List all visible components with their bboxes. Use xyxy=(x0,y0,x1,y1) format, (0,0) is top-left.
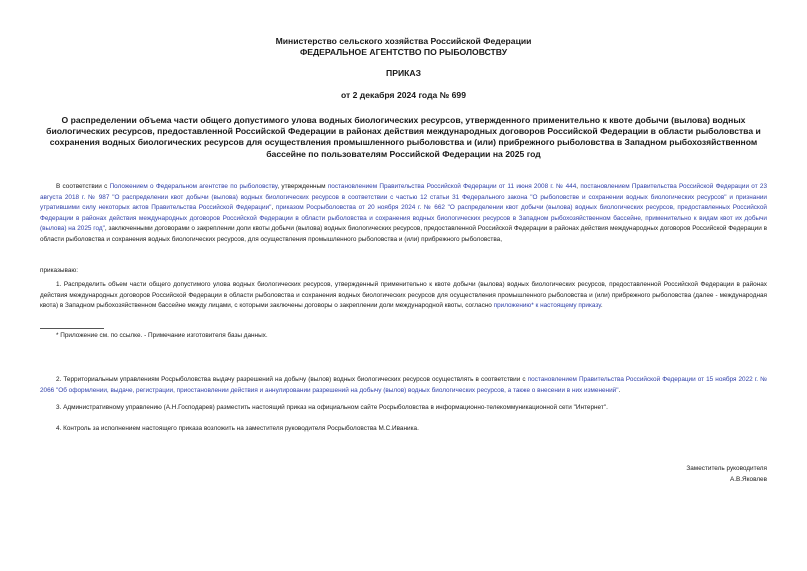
preamble-text-1: В соответствии с xyxy=(56,183,110,190)
footnote: * Приложение см. по ссылке. - Примечание изготовителя базы данных. xyxy=(56,332,268,339)
link-order-662[interactable]: приказом Росрыболовства от 20 ноября 2024 г. № 662 "О распределении квот добычи (вылова) водных биологических ресурсов, предоставленных Российской Федерации в районах действия международных договоров Российской Федерации в области рыболовства и сохранения водных биологических ресурсов в Западном рыбохозяйственном бассейне, применительно к видам квот их добычи (вылова) на 2025 год" xyxy=(40,204,767,232)
link-resolution-2066[interactable]: постановлением Правительства Российской Федерации от 15 ноября 2022 г. № 2066 "Об оформлении, выдаче, регистрации, приостановлении действия и аннулировании разрешений на добычу (вылов) водных биологических ресурсов, а также о внесении в них изменений" xyxy=(40,376,767,394)
preamble-text-5: , заключенными договорами о закреплении доли квоты добычи (вылова) водных биологических ресурсов, предоставленной Российской Федерации в районах действия международных договоров Российской Федерации в области рыболовства и сохранения водных биологических ресурсов, для осуществления промышленного рыболовства и (или) прибрежного рыболовства, xyxy=(40,225,767,243)
item-1-text: 1. Распределить объем части общего допустимого улова водных биологических ресурсов, утвержденный применительно к квоте добычи (вылова) водных биологических ресурсов, предоставленной Российской Федерации в районах действия международных договоров Российской Федерации в области рыболовства и сохранения водных биологических ресурсов для осуществления промышленного рыболовства и (или) прибрежного рыболовства (далее - международная квота) в Западном рыбохозяйственном бассейне между лицами, с которыми заключены договоры о закреплении доли международной квоты, согласно xyxy=(40,281,767,309)
order-word: приказываю: xyxy=(40,267,78,274)
preamble-text-3: , xyxy=(576,183,581,190)
link-appendix[interactable]: приложению* к настоящему приказу xyxy=(493,302,601,309)
signature-name: А.В.Яковлев xyxy=(729,476,767,483)
link-regulation-agency[interactable]: Положением о Федеральном агентстве по рыболовству xyxy=(109,183,278,190)
document-date-number: от 2 декабря 2024 года № 699 xyxy=(341,90,466,100)
signature-position: Заместитель руководителя xyxy=(686,465,767,472)
item-1-end: . xyxy=(600,302,603,309)
preamble-text-4: , xyxy=(271,204,276,211)
document-title: О распределении объема части общего допустимого улова водных биологических ресурсов, утвержденного применительно к квоте добычи (вылова) водных биологических ресурсов, предоставленной Российской Федерации в районах действия международных договоров Российской Федерации в области рыболовства и сохранения водных биологических ресурсов для осуществления промышленного рыболовства и (или) прибрежного рыболовства в Западном рыбохозяйственном бассейне по пользователям Российской Федерации на 2025 год xyxy=(46,115,761,159)
link-resolution-987[interactable]: постановлением Правительства Российской Федерации от 23 августа 2018 г. № 987 "О распределении квот добычи (вылова) водных биологических ресурсов в соответствии с частью 12 статьи 31 Федерального закона "О рыболовстве и сохранении водных биологических ресурсов" и признании утратившими силу некоторых актов Правительства Российской Федерации" xyxy=(40,183,768,211)
item-2-end: . xyxy=(618,386,621,394)
document-type: ПРИКАЗ xyxy=(386,68,421,78)
link-resolution-444[interactable]: постановлением Правительства Российской Федерации от 11 июня 2008 г. № 444 xyxy=(327,183,577,190)
item-3: 3. Административному управлению (А.Н.Господарев) разместить настоящий приказ на официальном сайте Росрыболовства в информационно-телекоммуникационной сети "Интернет". xyxy=(56,404,608,411)
item-2 xyxy=(40,375,767,396)
item-4: 4. Контроль за исполнением настоящего приказа возложить на заместителя руководителя Росрыболовства М.С.Иваника. xyxy=(56,425,419,432)
preamble-paragraph xyxy=(40,182,767,245)
agency-name: ФЕДЕРАЛЬНОЕ АГЕНТСТВО ПО РЫБОЛОВСТВУ xyxy=(299,47,508,57)
preamble-text-2: , утвержденным xyxy=(277,183,328,190)
item-1 xyxy=(40,280,767,312)
ministry-name: Министерство сельского хозяйства Российской Федерации xyxy=(275,36,532,46)
footnote-divider xyxy=(40,328,104,329)
item-2-text: 2. Территориальным управлениям Росрыболовства выдачу разрешений на добычу (вылов) водных биологических ресурсов осуществлять в соответствии с xyxy=(56,376,528,383)
